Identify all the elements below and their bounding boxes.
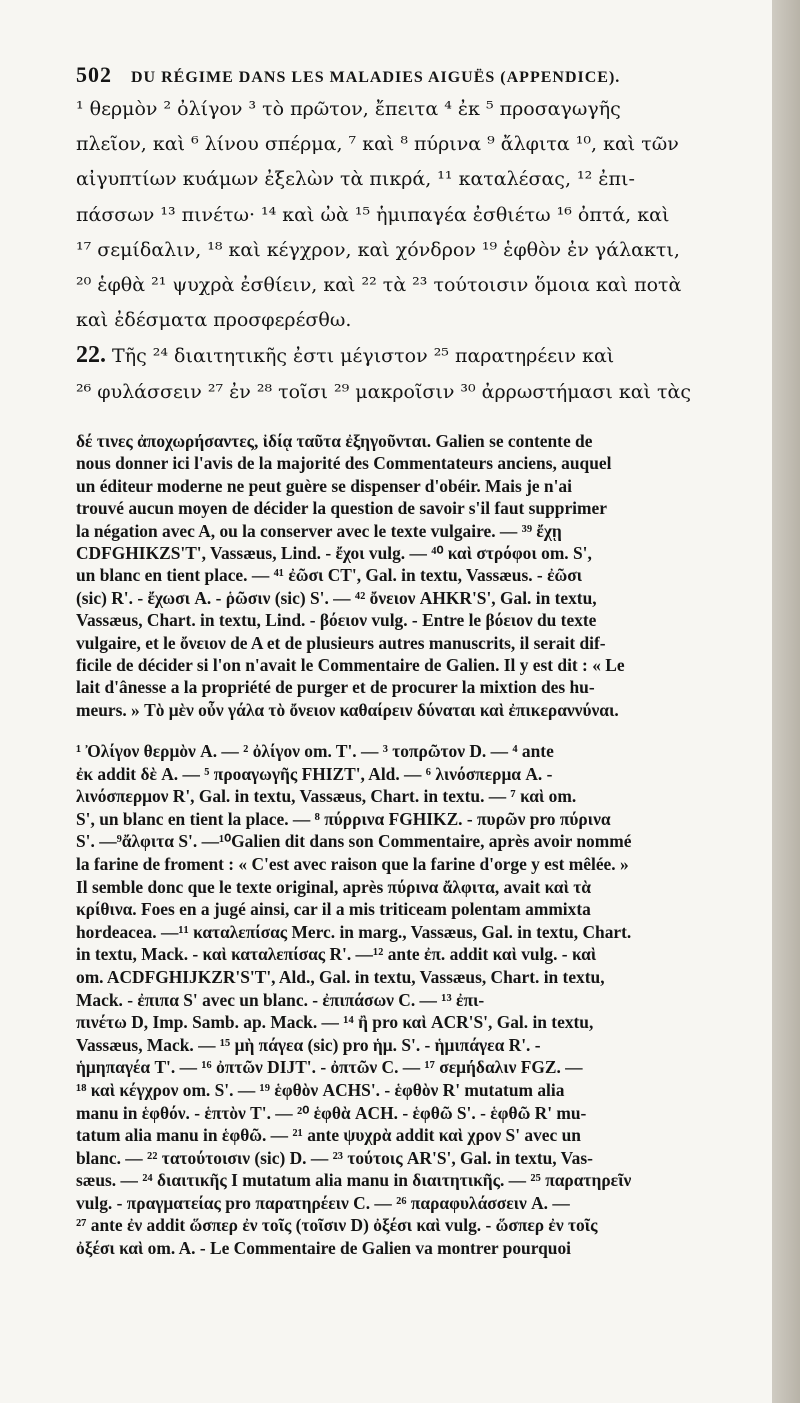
- note-line: Mack. - ἐπιπα S' avec un blanc. - ἐπιπάσων C. — ¹³ ἐπι-: [76, 989, 485, 1010]
- note-line: κρίθινα. Foes en a jugé ainsi, car il a mis triticeam polentam ammixta: [76, 899, 591, 920]
- note-line: blanc. — ²² τατούτοισιν (sic) D. — ²³ τούτοις AR'S', Gal. in textu, Vas-: [76, 1147, 593, 1168]
- footnotes-continued: [76, 430, 736, 721]
- note-line: (sic) R'. - ἔχωσι A. - ῥῶσιν (sic) S'. — ⁴² ὄνειον AHKR'S', Gal. in textu,: [76, 587, 597, 608]
- note-line: meurs. » Τὸ μὲν οὖν γάλα τὸ ὄνειον καθαίρειν δύναται καὶ ἐπικεραννύναι.: [76, 699, 619, 720]
- note-line: un blanc en tient place. — ⁴¹ ἐῶσι CT', Gal. in textu, Vassæus. - ἐῶσι: [76, 565, 583, 586]
- note-line: un éditeur moderne ne peut guère se dispenser d'obéir. Mais je n'ai: [76, 475, 572, 496]
- note-line: ἡμηπαγέα T'. — ¹⁶ ὀπτῶν DIJT'. - ὀπτῶν C. — ¹⁷ σεμήδαλιν FGZ. —: [76, 1057, 583, 1078]
- text-line: ²⁰ ἑφθὰ ²¹ ψυχρὰ ἐσθίειν, καὶ ²² τὰ ²³ τούτοισιν ὅμοια καὶ ποτὰ: [76, 274, 682, 297]
- page-header: [76, 62, 726, 88]
- note-line: hordeacea. —¹¹ καταλεπίσας Merc. in marg., Vassæus, Gal. in textu, Chart.: [76, 921, 632, 942]
- note-line: δέ τινες ἀποχωρήσαντες, ἰδίᾳ ταῦτα ἐξηγοῦνται. Galien se contente de: [76, 431, 593, 451]
- note-line: πινέτω D, Imp. Samb. ap. Mack. — ¹⁴ ἢ pro καὶ ACR'S', Gal. in textu,: [76, 1012, 594, 1033]
- note-line: tatum alia manu in ἑφθῶ. — ²¹ ante ψυχρὰ addit καὶ χρον S' avec un: [76, 1125, 581, 1146]
- note-line: λινόσπερμον R', Gal. in textu, Vassæus, Chart. in textu. — ⁷ καὶ om.: [76, 786, 577, 807]
- note-line: Il semble donc que le texte original, après πύρινα ἄλφιτα, avait καὶ τὰ: [76, 876, 591, 897]
- footnotes-variants: [76, 740, 736, 1260]
- note-line: in textu, Mack. - καὶ καταλεπίσας R'. —¹² ante ἐπ. addit καὶ vulg. - καὶ: [76, 944, 597, 965]
- main-greek-text: [76, 92, 726, 410]
- note-line: nous donner ici l'avis de la majorité des Commentateurs anciens, auquel: [76, 453, 612, 474]
- text-line: ¹ θερμὸν ² ὀλίγον ³ τὸ πρῶτον, ἔπειτα ⁴ ἐκ ⁵ προσαγωγῆς: [76, 98, 621, 120]
- page-number: 502: [76, 62, 112, 87]
- section-line-text: Τῆς ²⁴ διαιτητικῆς ἐστι μέγιστον ²⁵ παρατηρέειν καὶ: [112, 345, 615, 368]
- note-line: Vassæus, Chart. in textu, Lind. - βόειον vulg. - Entre le βόειον du texte: [76, 610, 597, 631]
- text-line: αἰγυπτίων κυάμων ἐξελὼν τὰ πικρά, ¹¹ καταλέσας, ¹² ἐπι-: [76, 168, 635, 191]
- text-line: πάσσων ¹³ πινέτω· ¹⁴ καὶ ὠὰ ¹⁵ ἡμιπαγέα ἐσθιέτω ¹⁶ ὀπτά, καὶ: [76, 203, 670, 226]
- note-line: S', un blanc en tient la place. — ⁸ πύρρινα FGHIKZ. - πυρῶν pro πύρινα: [76, 808, 611, 829]
- running-title: DU RÉGIME DANS LES MALADIES AIGUËS (APPENDICE).: [131, 69, 621, 86]
- note-line: CDFGHIKZS'T', Vassæus, Lind. - ἔχοι vulg. — ⁴⁰ καὶ στρόφοι om. S',: [76, 543, 592, 564]
- note-line: ¹ Ὀλίγον θερμὸν A. — ² ὀλίγον om. T'. — ³ τοπρῶτον D. — ⁴ ante: [76, 741, 554, 761]
- note-line: ἐκ addit δὲ A. — ⁵ προαγωγῆς FHIZT', Ald. — ⁶ λινόσπερμα A. -: [76, 763, 553, 784]
- note-line: vulg. - πραγματείας pro παρατηρέειν C. — ²⁶ παραφυλάσσειν A. —: [76, 1192, 570, 1213]
- note-line: ¹⁸ καὶ κέγχρον om. S'. — ¹⁹ ἑφθὸν ACHS'. - ἑφθὸν R' mutatum alia: [76, 1079, 565, 1100]
- note-line: manu in ἑφθόν. - ἑπτὸν T'. — ²⁰ ἑφθὰ ACH. - ἑφθῶ S'. - ἑφθῶ R' mu-: [76, 1102, 587, 1123]
- text-line: ²⁶ φυλάσσειν ²⁷ ἐν ²⁸ τοῖσι ²⁹ μακροῖσιν ³⁰ ἀρρωστήμασι καὶ τὰς: [76, 380, 692, 403]
- note-line: ficile de décider si l'on n'avait le Commentaire de Galien. Il y est dit : « Le: [76, 655, 625, 676]
- note-line: sæus. — ²⁴ διαιτικῆς I mutatum alia manu in διαιτητικῆς. — ²⁵ παρατηρεῖν: [76, 1170, 632, 1191]
- page-edge-shadow: [772, 0, 800, 1403]
- section-number: 22.: [76, 342, 106, 369]
- note-line: trouvé aucun moyen de décider la question de savoir s'il faut supprimer: [76, 498, 607, 519]
- note-line: la négation avec A, ou la conserver avec le texte vulgaire. — ³⁹ ἔχῃ: [76, 520, 562, 541]
- text-line: ¹⁷ σεμίδαλιν, ¹⁸ καὶ κέγχρον, καὶ χόνδρον ¹⁹ ἑφθὸν ἐν γάλακτι,: [76, 238, 680, 261]
- note-line: ὀξέσι καὶ om. A. - Le Commentaire de Galien va montrer pourquoi: [76, 1238, 571, 1259]
- note-line: vulgaire, et le ὄνειον de A et de plusieurs autres manuscrits, il serait dif-: [76, 632, 606, 653]
- note-line: om. ACDFGHIJKZR'S'T', Ald., Gal. in textu, Vassæus, Chart. in textu,: [76, 966, 605, 987]
- note-line: la farine de froment : « C'est avec raison que la farine d'orge y est mêlée. »: [76, 853, 629, 874]
- note-line: ²⁷ ante ἐν addit ὥσπερ ἐν τοῖς (τοῖσιν D) ὀξέσι καὶ vulg. - ὥσπερ ἐν τοῖς: [76, 1215, 598, 1236]
- note-line: S'. —⁹ἄλφιτα S'. —¹⁰Galien dit dans son Commentaire, après avoir nommé: [76, 831, 632, 852]
- note-line: lait d'ânesse a la propriété de purger et de procurer la mixtion des hu-: [76, 677, 595, 698]
- section-first-line: [76, 338, 726, 374]
- text-line: πλεῖον, καὶ ⁶ λίνου σπέρμα, ⁷ καὶ ⁸ πύρινα ⁹ ἄλφιτα ¹⁰, καὶ τῶν: [76, 133, 679, 156]
- note-line: Vassæus, Mack. — ¹⁵ μὴ πάγεα (sic) pro ἡμ. S'. - ἡμιπάγεα R'. -: [76, 1034, 541, 1055]
- text-line: καὶ ἐδέσματα προσφερέσθω.: [76, 309, 352, 332]
